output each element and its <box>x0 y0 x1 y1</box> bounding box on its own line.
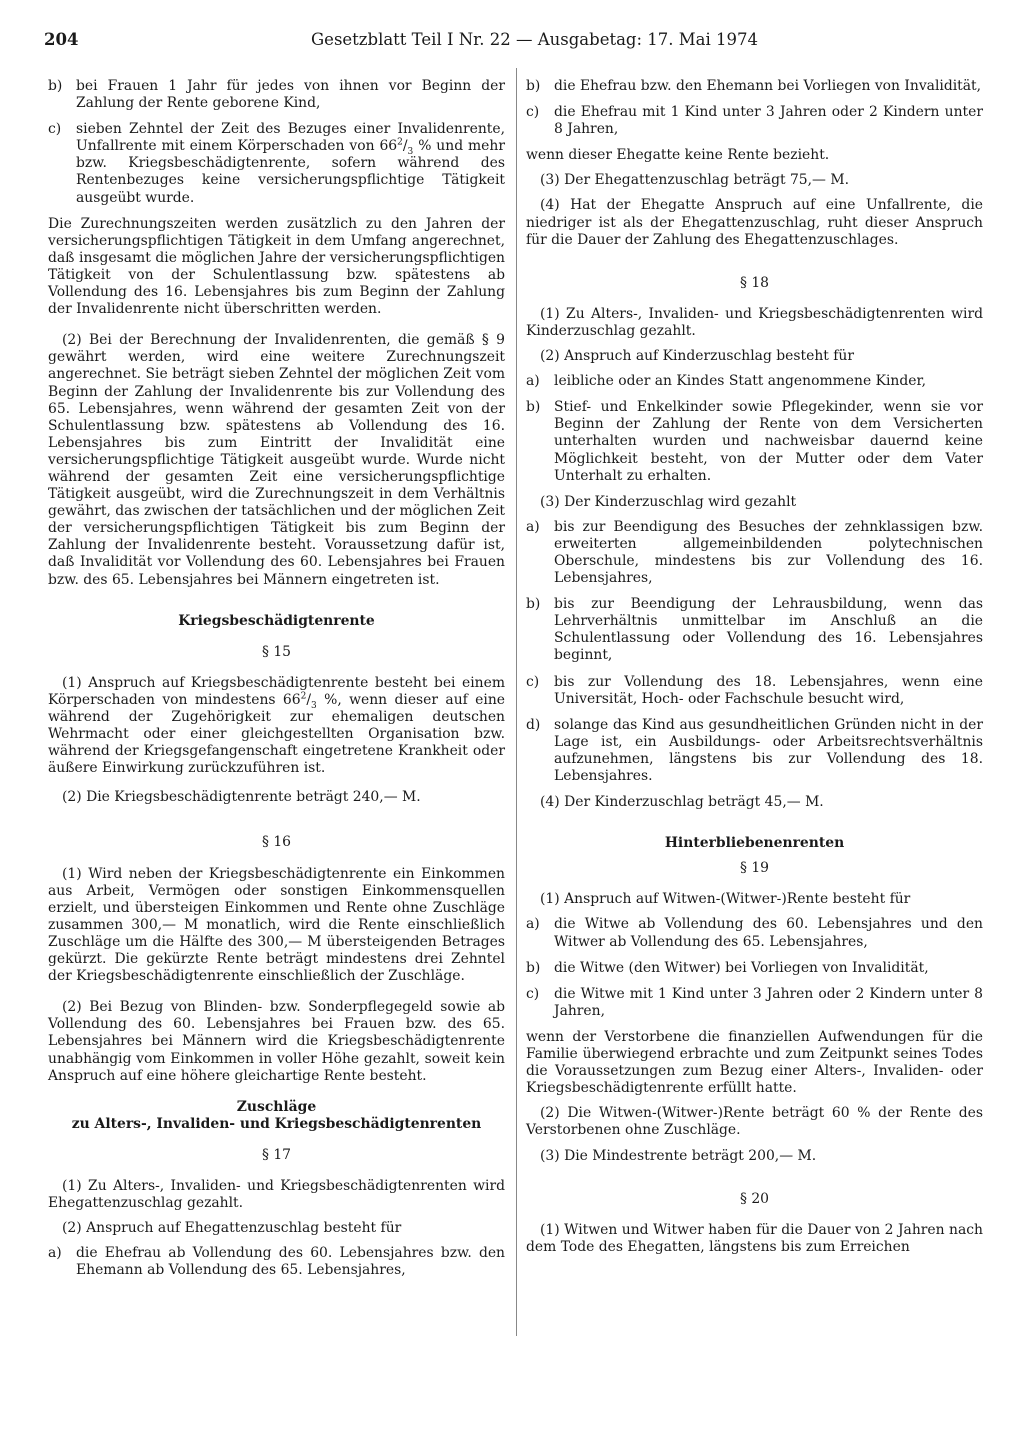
list-label: c) <box>48 121 62 138</box>
paragraph: (4) Der Kinderzuschlag beträgt 45,— M. <box>540 794 824 811</box>
paragraph-number: § 20 <box>739 1190 770 1207</box>
list-item <box>48 78 505 112</box>
paragraph: (3) Der Ehegattenzuschlag beträgt 75,— M. <box>540 172 850 189</box>
list-item <box>48 121 505 206</box>
fraction-denominator: 3 <box>311 700 317 711</box>
list-item <box>526 373 983 390</box>
paragraph: (2) Die Kriegsbeschädigtenrente beträgt 240,— M. <box>62 789 421 806</box>
list-text: solange das Kind aus gesundheitlichen Gründen nicht in der Lage ist, ein Ausbildungs- oder Arbeitsrechtsverhältnis aufzunehmen, längstens bis zur Vollendung des 18. Lebensjahres. <box>554 716 983 784</box>
text-run: (1) Anspruch auf Kriegsbeschädigtenrente besteht bei einem Körperschaden von mindestens 66 <box>48 674 505 708</box>
list-label: b) <box>48 78 63 94</box>
fraction-numerator: 2 <box>397 137 403 148</box>
list-label: a) <box>526 518 540 535</box>
paragraph: wenn dieser Ehegatte keine Rente bezieht. <box>526 147 830 164</box>
list-item <box>526 399 983 484</box>
list-label: b) <box>526 78 541 94</box>
paragraph: (1) Witwen und Witwer haben für die Dauer von 2 Jahren nach dem Tode des Ehegatten, längstens bis zum Erreichen <box>526 1221 983 1255</box>
paragraph: (1) Wird neben der Kriegsbeschädigtenrente ein Einkommen aus Arbeit, Vermögen oder sonstigen Einkommensquellen erzielt, und übersteigen Einkommen und Rente ohne Zuschläge zusammen 300,— M monatlich, wird die Rente einschließlich Zuschläge um die Hälfte des 300,— M übersteigenden Betrages gekürzt. Die gekürzte Rente beträgt mindestens drei Zehntel der Kriegsbeschädigtenrente einschließlich der Zuschläge. <box>48 865 505 985</box>
page-header <box>44 30 984 56</box>
paragraph: (2) Die Witwen-(Witwer-)Rente beträgt 60 % der Rente des Verstorbenen ohne Zuschläge. <box>526 1105 983 1139</box>
list-text: die Witwe ab Vollendung des 60. Lebensjahres und den Witwer ab Vollendung des 65. Lebensjahres, <box>554 916 983 950</box>
list-label: c) <box>526 673 540 690</box>
paragraph-number: § 15 <box>261 643 292 660</box>
paragraph: (4) Hat der Ehegatte Anspruch auf eine Unfallrente, die niedriger ist als der Ehegattenzuschlag, ruht dieser Anspruch für die Dauer der Zahlung des Ehegattenzuschlages. <box>526 197 983 248</box>
list-item <box>526 960 983 977</box>
list-label: a) <box>526 373 540 390</box>
list-label: c) <box>526 104 540 121</box>
heading-line: Zuschläge <box>236 1098 317 1115</box>
paragraph: (2) Anspruch auf Kinderzuschlag besteht für <box>540 348 854 365</box>
right-column <box>526 78 983 1264</box>
paragraph-number: § 18 <box>739 274 770 291</box>
left-column <box>48 78 505 1288</box>
list-label: a) <box>48 1245 62 1262</box>
list-item <box>526 986 983 1020</box>
list-label: b) <box>526 596 541 613</box>
paragraph: (2) Bei der Berechnung der Invalidenrenten, die gemäß § 9 gewährt werden, wird eine weitere Zurechnungszeit angerechnet. Sie beträgt sieben Zehntel der möglichen Zeit vom Beginn der Zahlung der Invalidenrente bis zur Vollendung des 65. Lebensjahres, wenn während der gesamten Zeit von der Schulentlassung bzw. spätestens ab Vollendung des 16. Lebensjahres bis zum Eintritt der Invalidität eine versicherungspflichtige Tätigkeit ausgeübt wurde. Wurde nicht während der gesamten Zeit eine versicherungspflichtige Tätigkeit ausgeübt, wird die Zurechnungszeit in dem Verhältnis gewährt, das zwischen der tatsächlichen und der möglichen Zeit der versicherungspflichtigen Tätigkeit bis zum Beginn der Zahlung der Invalidenrente besteht. Voraussetzung dafür ist, daß Invalidität vor Vollendung des 60. Lebensjahres bei Frauen bzw. des 65. Lebensjahres bei Männern eingetreten ist. <box>48 332 505 588</box>
list-text: leibliche oder an Kindes Statt angenommene Kinder, <box>554 373 927 390</box>
paragraph-number: § 19 <box>739 860 770 877</box>
paragraph: (3) Die Mindestrente beträgt 200,— M. <box>540 1147 817 1164</box>
heading-line: zu Alters-, Invaliden- und Kriegsbeschädigtenrenten <box>71 1115 482 1132</box>
list-item <box>526 717 983 785</box>
paragraph: wenn der Verstorbene die finanziellen Aufwendungen für die Familie überwiegend erbrachte und zum Zeitpunkt seines Todes die Voraussetzungen zum Bezug einer Alters-, Invaliden- oder Kriegsbeschädigtenrente erfüllt hatte. <box>526 1028 983 1097</box>
paragraph: (3) Der Kinderzuschlag wird gezahlt <box>540 493 797 510</box>
paragraph: (1) Zu Alters-, Invaliden- und Kriegsbeschädigtenrenten wird Ehegattenzuschlag gezahlt. <box>48 1177 505 1212</box>
list-text: bis zur Vollendung des 18. Lebensjahres, wenn eine Universität, Hoch- oder Fachschule besucht wird, <box>554 673 983 707</box>
column-divider <box>516 68 517 1336</box>
list-text: Stief- und Enkelkinder sowie Pflegekinder, wenn sie vor Beginn der Zahlung der Rente von dem Versicherten unterhalten wurden und nachweisbar dauernd keine Möglichkeit besteht, von der Mutter oder dem Vater Unterhalt zu erhalten. <box>554 399 983 484</box>
text-run: % und mehr bzw. Kriegsbeschädigtenrente, sofern während des Rentenbezuges keine versicherungspflichtige Tätigkeit ausgeübt wurde. <box>76 138 505 206</box>
text-run: %, wenn dieser auf eine während der Zugehörigkeit zur ehemaligen deutschen Wehrmacht oder einer gleichgestellten Organisation bzw. während der Kriegsgefangenschaft eingetretene Krankheit oder äußere Einwirkung zurückzuführen ist. <box>48 691 505 777</box>
paragraph: (1) Anspruch auf Witwen-(Witwer-)Rente besteht für <box>540 891 911 908</box>
fraction-slash: / <box>306 691 312 708</box>
list-label: d) <box>526 716 541 733</box>
list-label: c) <box>526 985 540 1002</box>
section-heading: Kriegsbeschädigtenrente <box>178 612 375 629</box>
fraction-slash: / <box>402 138 408 155</box>
list-text: die Ehefrau ab Vollendung des 60. Lebensjahres bzw. den Ehemann ab Vollendung des 65. Lebensjahres, <box>76 1245 505 1279</box>
section-heading: Hinterbliebenenrenten <box>664 835 845 852</box>
list-text: bis zur Beendigung des Besuches der zehnklassigen bzw. erweiterten allgemeinbildenden polytechnischen Oberschule, mindestens bis zur Vollendung des 16. Lebensjahres, <box>554 518 983 587</box>
list-text: die Ehefrau bzw. den Ehemann bei Vorliegen von Invalidität, <box>554 78 982 94</box>
list-text: die Witwe mit 1 Kind unter 3 Jahren oder 2 Kindern unter 8 Jahren, <box>554 985 983 1019</box>
list-text: bei Frauen 1 Jahr für jedes von ihnen vor Beginn der Zahlung der Rente geborene Kind, <box>76 78 505 112</box>
list-text: die Ehefrau mit 1 Kind unter 3 Jahren oder 2 Kindern unter 8 Jahren, <box>554 104 983 138</box>
list-text <box>76 121 505 206</box>
fraction-denominator: 3 <box>407 147 414 158</box>
paragraph-number: § 16 <box>261 834 292 851</box>
section-heading <box>48 1099 505 1133</box>
paragraph: (2) Bei Bezug von Blinden- bzw. Sonderpflegegeld sowie ab Vollendung des 60. Lebensjahres bei Frauen bzw. des 65. Lebensjahres bei Männern wird die Kriegsbeschädigtenrente unabhängig vom Einkommen in voller Höhe gezahlt, soweit kein Anspruch auf eine höhere gleichartige Rente besteht. <box>48 999 505 1084</box>
paragraph-number: § 17 <box>261 1146 292 1163</box>
paragraph <box>48 675 505 778</box>
list-text: die Witwe (den Witwer) bei Vorliegen von Invalidität, <box>554 959 929 976</box>
list-item <box>526 104 983 138</box>
list-item <box>526 78 983 95</box>
list-label: b) <box>526 959 541 976</box>
fraction-numerator: 2 <box>300 691 307 702</box>
list-label: a) <box>526 916 540 933</box>
header-title: Gesetzblatt Teil I Nr. 22 — Ausgabetag: 17. Mai 1974 <box>311 30 759 49</box>
paragraph: Die Zurechnungszeiten werden zusätzlich zu den Jahren der versicherungspflichtigen Tätigkeit in dem Umfang angerechnet, daß insgesamt die möglichen Jahre der versicherungspflichtigen Tätigkeit von der Schulentlassung bzw. spätestens ab Vollendung des 16. Lebensjahres bis zum Beginn der Zahlung der Invalidenrente nicht überschritten werden. <box>48 215 505 318</box>
list-item <box>526 674 983 708</box>
list-label: b) <box>526 399 541 416</box>
list-item <box>526 519 983 587</box>
paragraph: (2) Anspruch auf Ehegattenzuschlag besteht für <box>62 1220 402 1237</box>
list-item <box>526 916 983 950</box>
list-item <box>48 1245 505 1279</box>
list-item <box>526 596 983 664</box>
page-number: 204 <box>44 30 79 49</box>
list-text: bis zur Beendigung der Lehrausbildung, wenn das Lehrverhältnis unmittelbar im Anschluß an die Schulentlassung oder Vollendung des 16. Lebensjahres beginnt, <box>554 596 983 664</box>
text-run: sieben Zehntel der Zeit des Bezuges einer Invalidenrente, Unfallrente mit einem Körperschaden von 66 <box>76 121 505 155</box>
paragraph: (1) Zu Alters-, Invaliden- und Kriegsbeschädigtenrenten wird Kinderzuschlag gezahlt. <box>526 305 983 339</box>
